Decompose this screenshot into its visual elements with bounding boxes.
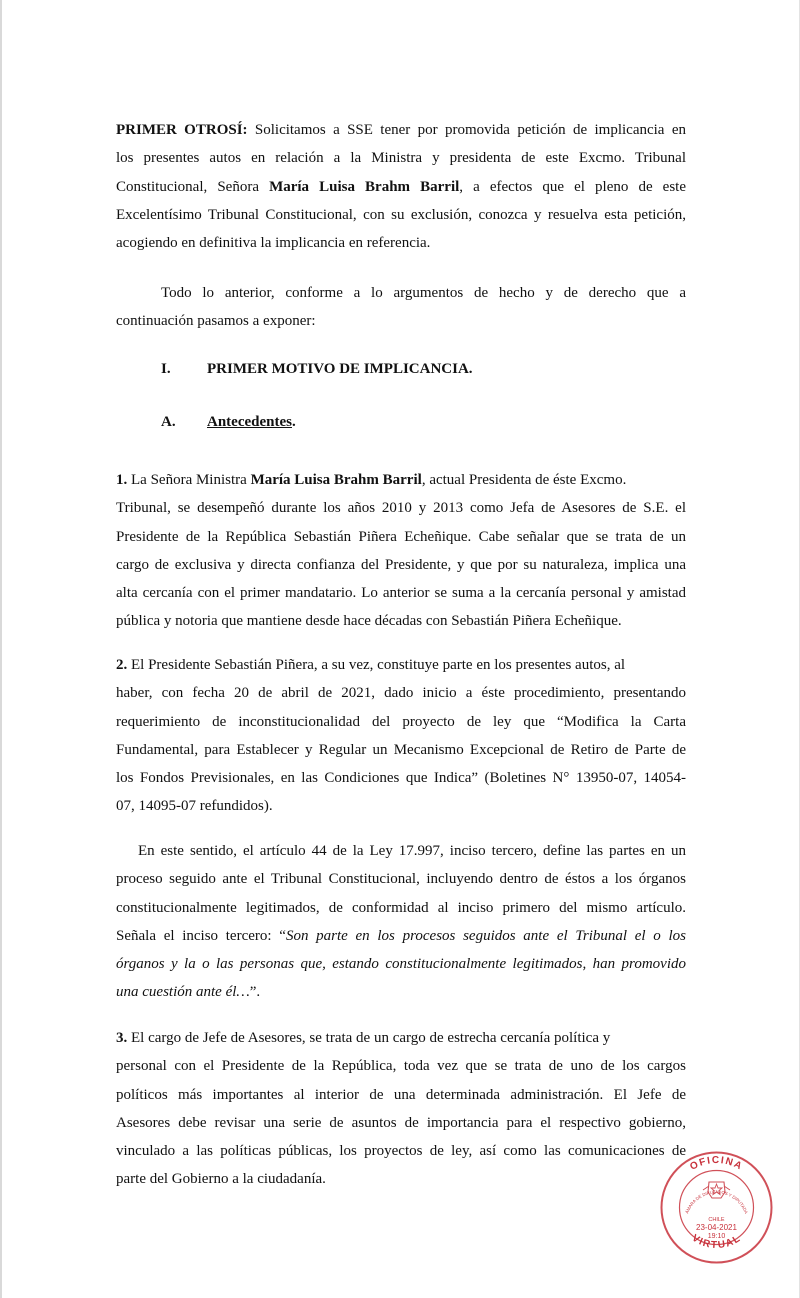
text: Constitucional, Señora [116,178,270,195]
stamp-country: CHILE [708,1217,725,1223]
subsection-title-text: Antecedentes [207,414,292,430]
line: Presidente de la República Sebastián Piñera Echeñique. Cabe señalar que se trata de un [116,528,686,545]
lead-bold: PRIMER OTROSÍ: [116,122,248,138]
text: La Señora Ministra [127,472,251,488]
stamp-date: 23-04-2021 [696,1223,737,1232]
subsection-title [207,414,296,431]
paragraph-number: 2. [116,657,128,673]
section-numeral: I. [161,361,171,377]
paragraph-number: 3. [116,1030,128,1046]
quote-italic: órganos y la o las personas que, estando constitucionalmente legitimados, han promovido [116,956,686,973]
paragraph-2 [116,651,686,821]
text: ”. [249,984,261,1001]
line [116,978,686,1006]
line [116,1024,686,1052]
line: cargo de exclusiva y directa confianza del Presidente, y que por su naturaleza, implica una [116,556,686,573]
line: alta cercanía con el primer mandatario. Lo anterior se suma a la cercanía personal y amistad [116,585,686,602]
quote-italic: una cuestión ante él… [116,984,250,1001]
paragraph-3 [116,837,686,1007]
line: vinculado a las políticas públicas, los proyectos de ley, así como las comunicaciones de [116,1143,686,1160]
stamp-time: 19:10 [707,1233,726,1240]
line: constitucionalmente legitimados, de conformidad al inciso primero del mismo artículo. [116,899,686,916]
line [116,466,686,494]
text: El cargo de Jefe de Asesores, se trata de un cargo de estrecha cercanía política y [127,1030,611,1046]
stamp-inner-text: ÁMARA DE DIPUTADOS Y DIPUTADA [684,1189,749,1215]
line: políticos más importantes al interior de una determinada administración. El Jefe de [116,1086,686,1103]
line [116,950,686,978]
line: Asesores debe revisar una serie de asuntos de importancia para el respectivo gobierno, [116,1114,686,1131]
line: los presentes autos en relación a la Ministra y presidenta de este Excmo. Tribunal [116,150,686,167]
text: Solicitamos a SSE tener por promovida petición de implicancia en [247,122,686,138]
paragraph-primer-otrosi [116,116,686,257]
line: pública y notoria que mantiene desde hace décadas con Sebastián Piñera Echeñique. [116,613,622,630]
line: Todo lo anterior, conforme a lo argumentos de hecho y de derecho que a [161,285,686,301]
text: Señala el inciso tercero: “ [116,927,286,944]
line: continuación pasamos a exponer: [116,313,316,330]
line [116,922,686,950]
stamp-bottom-text: VIRTUAL [689,1232,744,1252]
line: Tribunal, se desempeñó durante los años 2010 y 2013 como Jefa de Asesores de S.E. el [116,500,686,517]
line: haber, con fecha 20 de abril de 2021, dado inicio a éste procedimiento, presentando [116,685,686,702]
line: 07, 14095-07 refundidos). [116,798,273,815]
line [116,173,686,201]
name-bold: María Luisa Brahm Barril [269,178,460,195]
text: , a efectos que el pleno de este [459,178,686,195]
line [116,116,686,144]
section-title: PRIMER MOTIVO DE IMPLICANCIA. [207,361,473,377]
line: Fundamental, para Establecer y Regular un Mecanismo Excepcional de Retiro de Parte de [116,741,686,758]
quote-italic: Son parte en los procesos seguidos ante el Tribunal el o los [285,927,686,944]
paragraph-number: 1. [116,472,128,488]
paragraph-4 [116,1024,686,1194]
line: parte del Gobierno a la ciudadanía. [116,1171,326,1188]
paragraph-1 [116,466,686,636]
text: , actual Presidenta de éste Excmo. [421,472,627,488]
name-bold: María Luisa Brahm Barril [250,472,422,488]
line: los Fondos Previsionales, en las Condiciones que Indica” (Boletines N° 13950-07, 14054- [116,770,686,787]
text: . [291,414,296,430]
line: Excelentísimo Tribunal Constitucional, con su exclusión, conozca y resuelva esta petición, [116,206,686,223]
line: acogiendo en definitiva la implicancia en referencia. [116,235,431,252]
line [116,651,686,679]
line: personal con el Presidente de la República, toda vez que se trata de uno de los cargos [116,1058,686,1075]
text: El Presidente Sebastián Piñera, a su vez, constituye parte en los presentes autos, al [127,657,626,673]
official-stamp-icon [659,1150,774,1265]
stamp-top-text: OFICINA [688,1154,745,1173]
line: proceso seguido ante el Tribunal Constitucional, incluyendo dentro de éstos a los órganos [116,871,686,888]
paragraph-transition [116,279,686,336]
line: requerimiento de inconstitucionalidad del proyecto de ley que “Modifica la Carta [116,713,686,730]
line: En este sentido, el artículo 44 de la Ley 17.997, inciso tercero, define las partes en un [138,843,686,859]
subsection-letter: A. [161,414,176,430]
